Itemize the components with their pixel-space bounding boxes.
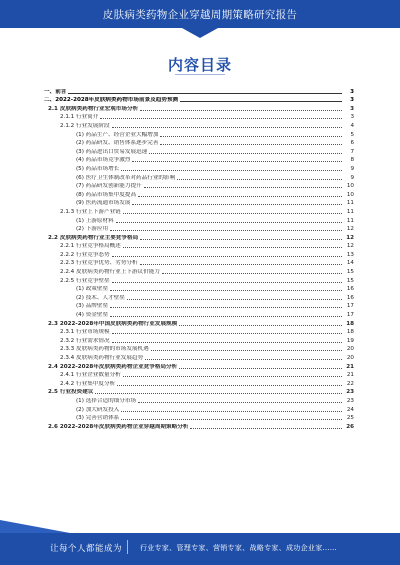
toc-entry-page: 9: [350, 165, 354, 172]
toc-leader-dots: [110, 230, 342, 231]
toc-entry[interactable]: [44, 388, 354, 397]
toc-entry-text: 2.2.2 行业竞争态势: [60, 251, 110, 258]
toc-leader-dots: [132, 204, 342, 205]
toc-entry-text: 2.4 2022-2028年皮肤病类药物企业竞争格局分析: [48, 363, 178, 370]
toc-entry-text: 2.2.5 行业竞争壁垒: [60, 277, 110, 284]
toc-entry-page: 20: [346, 346, 354, 353]
toc-leader-dots: [112, 282, 342, 283]
toc-entry-page: 25: [346, 415, 354, 422]
toc-entry-page: 12: [346, 234, 354, 241]
toc-entry[interactable]: [44, 190, 354, 199]
toc-entry[interactable]: [44, 87, 354, 96]
toc-entry[interactable]: [44, 250, 354, 259]
toc-leader-dots: [127, 299, 342, 300]
toc-entry-text: (1) 药品生产、经营企业大幅增加: [76, 131, 159, 138]
toc-entry-text: (1) 上游原材料: [76, 217, 114, 224]
toc-leader-dots: [151, 350, 342, 351]
toc-entry-text: 2.2 皮肤病类药物行业主要竞争格局: [48, 234, 139, 241]
toc-entry-text: (6) 医疗卫生体制改革对药品行业的影响: [76, 174, 176, 181]
toc-entry-text: 2.4.2 行业集中度分析: [60, 380, 116, 387]
toc-entry[interactable]: [44, 302, 354, 311]
toc-entry-text: (2) 药品研发、销售体系逐步完善: [76, 140, 159, 147]
toc-entry-text: 2.3.1 行业市场规模: [60, 329, 110, 336]
toc-entry[interactable]: [44, 225, 354, 234]
footer-decoration: [0, 520, 70, 533]
toc-entry[interactable]: [44, 396, 354, 405]
toc-entry[interactable]: [44, 233, 354, 242]
header-notch: [182, 28, 218, 38]
toc-entry[interactable]: [44, 121, 354, 130]
toc-leader-dots: [179, 368, 342, 369]
header-band: [0, 0, 400, 28]
toc-entry[interactable]: [44, 310, 354, 319]
toc-entry-page: 20: [346, 355, 354, 361]
toc-leader-dots: [190, 428, 342, 429]
toc-entry-page: 9: [350, 174, 354, 181]
toc-leader-dots: [179, 325, 342, 326]
toc-entry[interactable]: [44, 379, 354, 388]
toc-leader-dots: [117, 385, 342, 386]
toc-entry-text: 2.1.2 行业发展阶段: [60, 122, 110, 129]
toc-entry-text: (1) 选择合适的细分市场: [76, 397, 137, 404]
toc-entry-text: (2) 加大研发投入: [76, 406, 120, 413]
toc-leader-dots: [144, 187, 342, 188]
toc-entry-text: (4) 资金壁垒: [76, 312, 109, 319]
toc-entry[interactable]: [44, 173, 354, 182]
toc-entry[interactable]: [44, 285, 354, 294]
toc-leader-dots: [121, 170, 342, 171]
toc-entry[interactable]: [44, 96, 354, 105]
footer-slogan: 让每个人都能成为: [50, 544, 123, 554]
toc-entry-page: 3: [350, 114, 354, 121]
toc-entry[interactable]: [44, 336, 354, 345]
toc-entry-page: 7: [350, 148, 354, 155]
toc-entry-page: 24: [346, 406, 354, 413]
toc-leader-dots: [100, 118, 342, 119]
toc-entry-text: (2) 下游应用: [76, 226, 109, 233]
toc-entry-text: 2.1 皮肤病类药物行业宏观市场分析: [48, 105, 139, 112]
toc-entry-page: 16: [346, 294, 354, 301]
toc-entry-text: 2.1.3 行业上下游产业链: [60, 208, 121, 215]
toc-entry-text: 2.3.4 皮肤病类药物行业发展趋势: [60, 355, 144, 361]
toc-entry-text: (9) 医药流通市场发展: [76, 200, 131, 207]
toc-entry-text: (4) 药品市场竞争激烈: [76, 157, 131, 164]
toc-entry-text: 2.2.1 行业竞争格局概述: [60, 243, 121, 250]
toc-entry[interactable]: [44, 259, 354, 268]
toc-leader-dots: [160, 136, 342, 137]
toc-entry-page: 11: [346, 217, 354, 224]
toc-entry[interactable]: [44, 164, 354, 173]
toc-entry[interactable]: [44, 130, 354, 139]
toc-leader-dots: [138, 196, 342, 197]
toc-entry[interactable]: [44, 147, 354, 156]
toc-leader-dots: [140, 110, 342, 111]
toc-entry-text: 一、前言: [44, 88, 67, 95]
footer-tagline: 行业专家、管理专家、营销专家、战略专家、成功企业家……: [140, 544, 338, 552]
toc-entry[interactable]: [44, 199, 354, 208]
toc-entry-text: 2.3 2022-2028年中国皮肤病类药物行业发展规模: [48, 320, 178, 327]
toc-entry[interactable]: [44, 216, 354, 225]
toc-leader-dots: [121, 419, 342, 420]
toc-entry-page: 11: [346, 200, 354, 207]
toc-entry-text: 2.5 行业投资建议: [48, 389, 94, 396]
toc-entry-page: 23: [346, 397, 354, 404]
toc-entry[interactable]: [44, 104, 354, 113]
toc-entry-text: (3) 药品进出口贸易发展迅速: [76, 148, 148, 155]
toc-entry-page: 11: [346, 208, 354, 215]
toc-entry-page: 18: [346, 320, 354, 327]
header-title: 皮肤病类药物企业穿越周期策略研究报告: [102, 9, 298, 21]
toc-entry-page: 16: [346, 286, 354, 293]
toc-entry[interactable]: [44, 267, 354, 276]
toc-leader-dots: [116, 222, 342, 223]
toc-title-rule: [175, 74, 225, 75]
toc-entry-text: 2.2.4 皮肤病类药物行业上下游议价能力: [60, 269, 160, 276]
toc-entry-page: 15: [346, 277, 354, 284]
toc-entry-text: (1) 政策壁垒: [76, 286, 109, 293]
toc-leader-dots: [132, 161, 342, 162]
toc-entry-text: 二、2022-2028年皮肤病类药物市场前景及趋势预测: [44, 97, 179, 104]
toc-leader-dots: [112, 256, 342, 257]
toc-leader-dots: [162, 273, 342, 274]
toc-entry-page: 15: [346, 269, 354, 276]
toc-leader-dots: [140, 264, 342, 265]
toc-entry-page: 4: [350, 122, 354, 129]
toc-leader-dots: [149, 153, 342, 154]
toc-entry-text: 2.1.1 行业简介: [60, 114, 99, 121]
toc-entry[interactable]: [44, 182, 354, 191]
toc-entry-text: (3) 完善营销体系: [76, 415, 120, 422]
toc-leader-dots: [121, 411, 342, 412]
toc-entry-text: (7) 药品研发创新能力提升: [76, 183, 142, 190]
toc-entry-text: 2.6 2022-2028年皮肤病类药物企业穿越周期策略分析: [48, 423, 189, 430]
toc-entry-page: 19: [346, 337, 354, 344]
toc-entry-page: 3: [350, 88, 354, 95]
toc-leader-dots: [160, 144, 342, 145]
toc-entry[interactable]: [44, 353, 354, 362]
toc-entry[interactable]: [44, 207, 354, 216]
toc-entry[interactable]: [44, 371, 354, 380]
toc-entry-page: 8: [350, 157, 354, 164]
toc-entry[interactable]: [44, 113, 354, 122]
toc-entry-text: (2) 技术、人才壁垒: [76, 294, 125, 301]
toc-leader-dots: [112, 333, 342, 334]
toc-entry-page: 22: [346, 380, 354, 387]
toc-entry-page: 13: [346, 251, 354, 258]
toc-entry[interactable]: [44, 242, 354, 251]
toc-entry[interactable]: [44, 422, 354, 431]
toc-entry[interactable]: [44, 362, 354, 371]
toc-leader-dots: [110, 290, 342, 291]
toc-entry[interactable]: [44, 293, 354, 302]
toc-entry-page: 3: [350, 105, 354, 112]
toc-leader-dots: [180, 101, 342, 102]
toc-entry[interactable]: [44, 328, 354, 337]
toc-entry[interactable]: [44, 319, 354, 328]
toc-entry-page: 21: [346, 372, 354, 379]
toc-leader-dots: [68, 93, 342, 94]
toc-entry-page: 26: [346, 423, 354, 430]
toc-entry-page: 17: [346, 303, 354, 310]
toc-leader-dots: [112, 342, 342, 343]
toc-leader-dots: [123, 247, 342, 248]
toc-entry-page: 5: [350, 131, 354, 138]
toc-entry-text: 2.3.2 行业需求情况: [60, 337, 110, 344]
toc-leader-dots: [110, 316, 342, 317]
toc-entry-page: 21: [346, 363, 354, 370]
toc-entry-text: (8) 药品市场集中度提高: [76, 191, 137, 198]
toc-leader-dots: [110, 307, 342, 308]
toc-entry-page: 6: [350, 140, 354, 147]
footer-divider: [127, 540, 128, 554]
toc-entry-page: 12: [346, 226, 354, 233]
toc-entry-page: 18: [346, 329, 354, 336]
toc-entry[interactable]: [44, 414, 354, 423]
toc-entry-page: 10: [346, 191, 354, 198]
toc-entry-text: 2.4.1 行业企业数量分析: [60, 372, 121, 379]
toc-title: 内容目录: [167, 56, 232, 74]
toc-entry-page: 3: [350, 97, 354, 104]
toc-leader-dots: [138, 402, 342, 403]
toc-leader-dots: [123, 376, 342, 377]
toc-entry-page: 10: [346, 183, 354, 190]
toc-leader-dots: [177, 179, 342, 180]
toc-entry-text: 2.2.3 行业竞争优势、劣势分析: [60, 260, 138, 267]
toc-entry-page: 23: [346, 389, 354, 396]
table-of-contents: [44, 87, 354, 431]
toc-leader-dots: [140, 239, 342, 240]
toc-entry-text: 2.3.3 皮肤病类药物的市场发展机遇: [60, 346, 149, 353]
toc-entry-page: 12: [346, 243, 354, 250]
toc-entry-page: 17: [346, 312, 354, 319]
toc-entry[interactable]: [44, 156, 354, 165]
toc-entry[interactable]: [44, 405, 354, 414]
toc-entry-text: (3) 品牌壁垒: [76, 303, 109, 310]
toc-leader-dots: [123, 213, 342, 214]
toc-entry[interactable]: [44, 276, 354, 285]
toc-entry[interactable]: [44, 345, 354, 354]
toc-entry-page: 14: [346, 260, 354, 267]
toc-leader-dots: [145, 359, 342, 360]
toc-leader-dots: [95, 393, 342, 394]
toc-entry-text: (5) 药品市场增长: [76, 165, 120, 172]
toc-entry[interactable]: [44, 139, 354, 148]
toc-leader-dots: [112, 127, 342, 128]
